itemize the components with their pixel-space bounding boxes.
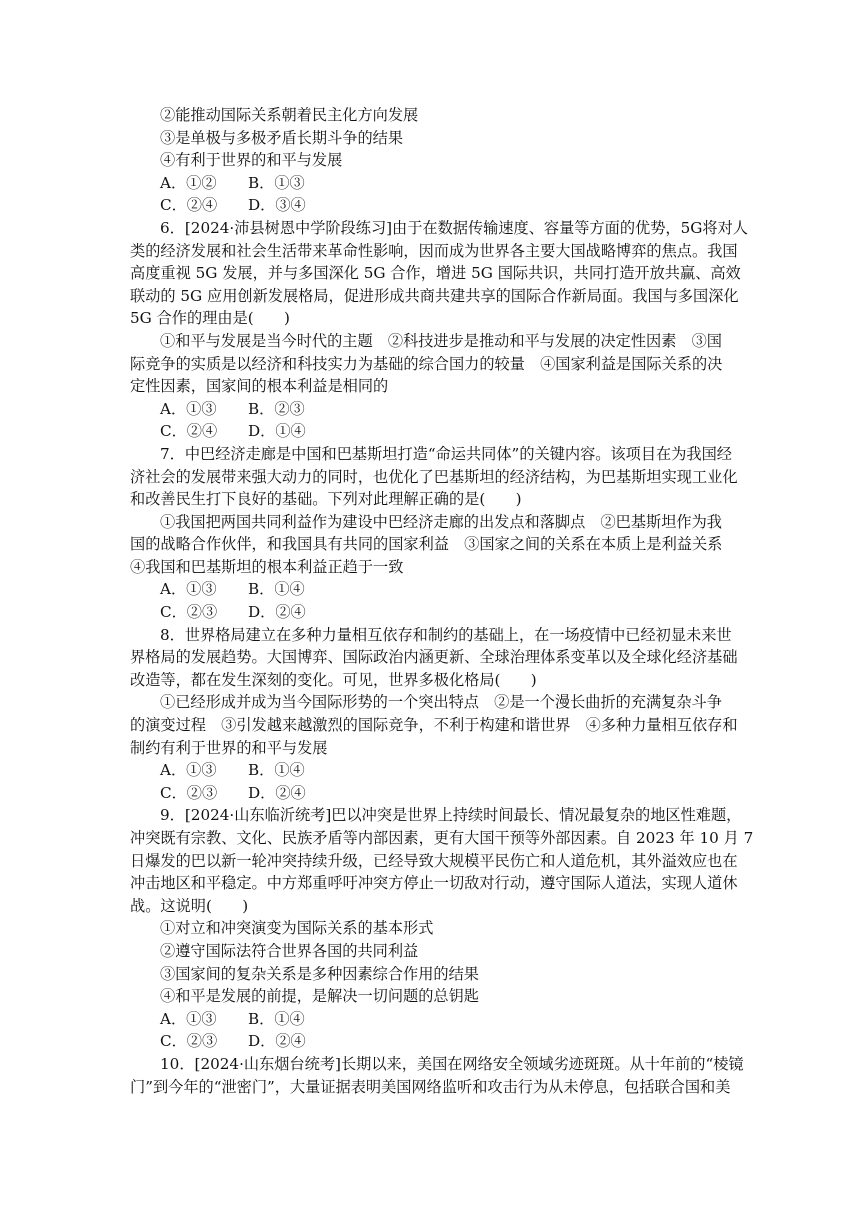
question-stem-line: 济社会的发展带来强大动力的同时，也优化了巴基斯坦的经济结构，为巴基斯坦实现工业化 bbox=[130, 467, 738, 486]
choice-c: C．②④ bbox=[160, 196, 218, 215]
statement-line: 制约有利于世界的和平与发展 bbox=[130, 738, 328, 757]
question-10 bbox=[130, 1053, 744, 1098]
question-stem-line: 门”到今年的“泄密门”，大量证据表明美国网络监听和攻击行为从未停息，包括联合国和美 bbox=[130, 1077, 731, 1096]
statement: ①对立和冲突演变为国际关系的基本形式 bbox=[160, 919, 434, 938]
statement: ④有利于世界的和平与发展 bbox=[160, 151, 343, 170]
choice-row bbox=[130, 420, 736, 443]
question-stem-line: 7．中巴经济走廊是中国和巴基斯坦打造“命运共同体”的关键内容。该项目在为我国经 bbox=[160, 444, 732, 463]
choice-a: A．①③ bbox=[160, 1009, 217, 1028]
question-stem-line: 6．[2024·沛县树恩中学阶段练习]由于在数据传输速度、容量等方面的优势，5G将对人 bbox=[160, 218, 748, 237]
choice-b: B．①④ bbox=[248, 761, 305, 780]
document-page bbox=[130, 104, 754, 1098]
choice-d: D．②④ bbox=[248, 1032, 306, 1051]
question-8 bbox=[130, 624, 736, 805]
question-stem-line: 类的经济发展和社会生活带来革命性影响，因而成为世界各主要大国战略博弈的焦点。我国 bbox=[130, 241, 738, 260]
question-stem-line: 改造等，都在发生深刻的变化。可见，世界多极化格局( ) bbox=[130, 670, 537, 689]
question-stem-line: 冲击地区和平稳定。中方郑重呼吁冲突方停止一切敌对行动，遵守国际人道法，实现人道休 bbox=[130, 874, 738, 893]
choice-a: A．①③ bbox=[160, 580, 217, 599]
statement-line: ①和平与发展是当今时代的主题 ②科技进步是推动和平与发展的决定性因素 ③国 bbox=[160, 331, 722, 350]
question-7 bbox=[130, 443, 736, 624]
choice-b: B．①④ bbox=[248, 580, 305, 599]
question-stem-line: 联动的 5G 应用创新发展格局，促进形成共商共建共享的国际合作新局面。我国与多国深化 bbox=[130, 286, 739, 305]
choice-b: B．①④ bbox=[248, 1009, 305, 1028]
question-stem-line: 9．[2024·山东临沂统考]巴以冲突是世界上持续时间最长、情况最复杂的地区性难题， bbox=[160, 806, 742, 825]
choice-b: B．①③ bbox=[248, 173, 305, 192]
choice-row bbox=[130, 782, 736, 805]
choice-a: A．①③ bbox=[160, 399, 217, 418]
choice-c: C．②④ bbox=[160, 422, 218, 441]
question-5-tail bbox=[130, 104, 736, 217]
statement-line: 定性因素，国家间的根本利益是相同的 bbox=[130, 377, 389, 396]
statement: ②遵守国际法符合世界各国的共同利益 bbox=[160, 941, 419, 960]
choice-b: B．②③ bbox=[248, 399, 305, 418]
choice-d: D．②④ bbox=[248, 603, 306, 622]
question-stem-line: 10．[2024·山东烟台统考]长期以来，美国在网络安全领域劣迹斑斑。从十年前的“棱镜 bbox=[160, 1054, 744, 1073]
choice-d: D．②④ bbox=[248, 783, 306, 802]
question-stem-line: 和改善民生打下良好的基础。下列对此理解正确的是( ) bbox=[130, 490, 522, 509]
statement-line: 际竞争的实质是以经济和科技实力为基础的综合国力的较量 ④国家利益是国际关系的决 bbox=[130, 354, 723, 373]
choice-row bbox=[130, 194, 736, 217]
statement: ③是单极与多极矛盾长期斗争的结果 bbox=[160, 128, 403, 147]
statement: ②能推动国际关系朝着民主化方向发展 bbox=[160, 106, 419, 124]
choice-row bbox=[130, 601, 736, 624]
question-stem-line: 高度重视 5G 发展，并与多国深化 5G 合作，增进 5G 国际共识，共同打造开放共赢、高效 bbox=[130, 264, 741, 283]
statement-line: ④我国和巴基斯坦的根本利益正趋于一致 bbox=[130, 557, 404, 576]
choice-c: C．②③ bbox=[160, 1032, 218, 1051]
statement: ③国家间的复杂关系是多种因素综合作用的结果 bbox=[160, 964, 479, 983]
statement-line: ①已经形成并成为当今国际形势的一个突出特点 ②是一个漫长曲折的充满复杂斗争 bbox=[160, 693, 722, 712]
statement-line: 国的战略合作伙伴，和我国具有共同的国家利益 ③国家之间的关系在本质上是利益关系 bbox=[130, 535, 723, 554]
question-stem-line: 日爆发的巴以新一轮冲突持续升级，已经导致大规模平民伤亡和人道危机，其外溢效应也在 bbox=[130, 851, 738, 870]
choice-a: A．①③ bbox=[160, 761, 217, 780]
choice-a: A．①② bbox=[160, 173, 217, 192]
choice-c: C．②③ bbox=[160, 603, 218, 622]
choice-row bbox=[130, 398, 736, 421]
statement-line: 的演变过程 ③引发越来越激烈的国际竞争，不利于构建和谐世界 ④多种力量相互依存和 bbox=[130, 716, 738, 735]
statement-line: ①我国把两国共同利益作为建设中巴经济走廊的出发点和落脚点 ②巴基斯坦作为我 bbox=[160, 512, 722, 531]
choice-d: D．①④ bbox=[248, 422, 306, 441]
choice-c: C．②③ bbox=[160, 783, 218, 802]
statement: ④和平是发展的前提，是解决一切问题的总钥匙 bbox=[160, 987, 479, 1006]
choice-row bbox=[130, 172, 736, 195]
question-stem-line: 界格局的发展趋势。大国博弈、国际政治内涵更新、全球治理体系变革以及全球化经济基础 bbox=[130, 648, 738, 667]
question-stem-line: 战。这说明( ) bbox=[130, 896, 249, 915]
choice-row bbox=[130, 759, 736, 782]
choice-row bbox=[130, 578, 736, 601]
choice-d: D．③④ bbox=[248, 196, 306, 215]
question-6 bbox=[130, 217, 748, 443]
choice-row bbox=[130, 1008, 736, 1031]
question-9 bbox=[130, 804, 754, 1053]
choice-row bbox=[130, 1030, 736, 1053]
question-stem-line: 5G 合作的理由是( ) bbox=[130, 309, 290, 328]
question-stem-line: 8．世界格局建立在多种力量相互依存和制约的基础上，在一场疫情中已经初显未来世 bbox=[160, 625, 732, 644]
question-stem-line: 冲突既有宗教、文化、民族矛盾等内部因素，更有大国干预等外部因素。自 2023 年 10 月 7 bbox=[130, 829, 754, 847]
